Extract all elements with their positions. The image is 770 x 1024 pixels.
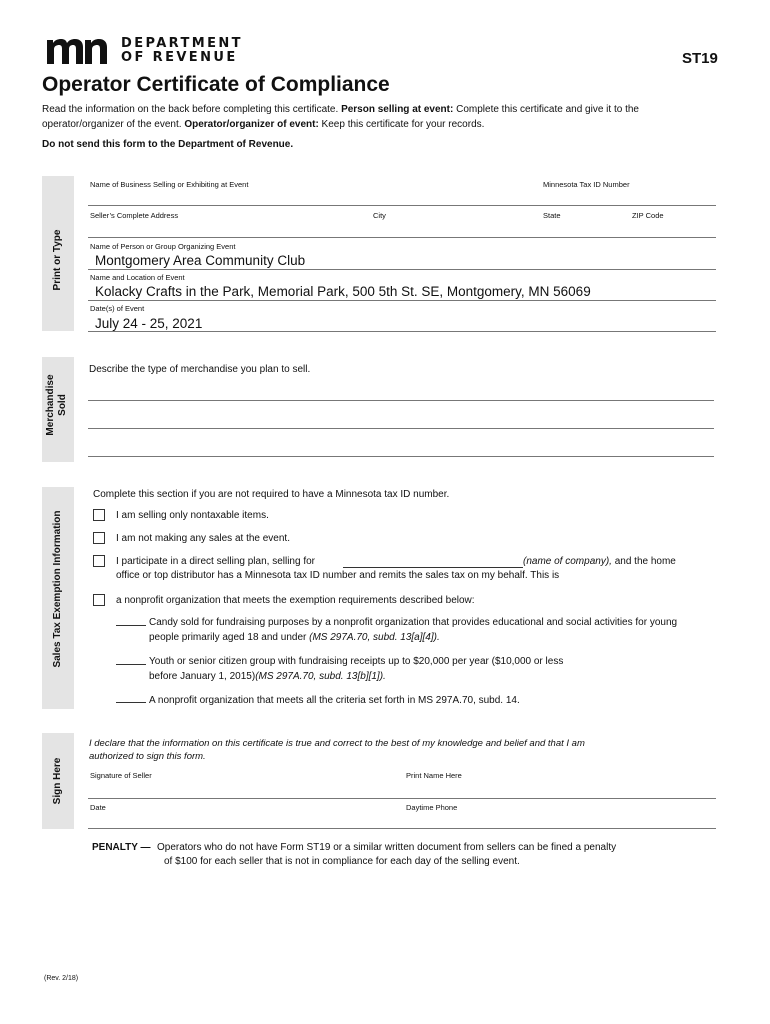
address-field[interactable] — [88, 237, 716, 238]
form-id: ST19 — [682, 50, 718, 67]
business-name-label: Name of Business Selling or Exhibiting at Event — [90, 180, 249, 189]
merchandise-prompt: Describe the type of merchandise you plan to sell. — [89, 364, 311, 375]
date-label: Date — [90, 803, 106, 812]
intro-text: Read the information on the back before completing this certificate. Person selling at event: Complete this certificate and give it to the operator/organizer of the event. Operator/organizer of event: Keep this certificate for your records. — [42, 104, 639, 130]
organizer-value: Montgomery Area Community Club — [95, 253, 306, 268]
exemption-side-label: Sales Tax Exemption Information — [52, 510, 63, 668]
company-name-field[interactable] — [343, 558, 523, 568]
merchandise-line-1[interactable] — [88, 400, 714, 401]
signature-field[interactable] — [88, 798, 716, 799]
sub-youth-a: Youth or senior citizen group with fundraising receipts up to $20,000 per year ($10,000 or less — [149, 656, 564, 667]
business-name-field[interactable] — [88, 205, 716, 206]
checkbox-nonprofit[interactable] — [93, 594, 105, 606]
sub-candy-a: Candy sold for fundraising purposes by a nonprofit organization that provides educational and social activities for young — [149, 617, 678, 628]
declaration: I declare that the information on this certificate is true and correct to the best of my knowledge and belief and that I am authorized to sign this form. — [89, 738, 585, 762]
checkbox-direct-selling[interactable] — [93, 555, 105, 567]
phone-label: Daytime Phone — [406, 803, 458, 812]
sub-youth-b: before January 1, 2015)(MS 297A.70, subd. 13[b][1]). — [149, 671, 386, 682]
print-name-label: Print Name Here — [406, 771, 462, 780]
revision-note: (Rev. 2/18) — [44, 975, 79, 982]
penalty-text-2: of $100 for each seller that is not in compliance for each day of the selling event. — [164, 856, 520, 867]
merchandise-line-3[interactable] — [88, 456, 714, 457]
agency-line-1: DEPARTMENT — [121, 36, 243, 51]
no-send-notice: Do not send this form to the Department of Revenue. — [42, 139, 294, 150]
sub-youth-blank[interactable] — [116, 655, 146, 665]
checkbox-no-sales[interactable] — [93, 532, 105, 544]
merchandise-line-2[interactable] — [88, 428, 714, 429]
option-direct-selling-c: office or top distributor has a Minnesota tax ID number and remits the sales tax on my behalf. This is — [116, 570, 560, 581]
option-no-sales: I am not making any sales at the event. — [116, 533, 290, 544]
address-label: Seller’s Complete Address — [90, 211, 179, 220]
sign-side-label: Sign Here — [52, 757, 63, 805]
signature-label: Signature of Seller — [90, 771, 152, 780]
dates-value: July 24 - 25, 2021 — [95, 316, 203, 331]
dates-field[interactable] — [88, 331, 716, 332]
organizer-label: Name of Person or Group Organizing Event — [90, 242, 236, 251]
option-nontaxable: I am selling only nontaxable items. — [116, 510, 269, 521]
state-label: State — [543, 211, 561, 220]
option-direct-selling-b: (name of company), and the home — [523, 556, 676, 567]
date-phone-field[interactable] — [88, 828, 716, 829]
penalty-text-1: Operators who do not have Form ST19 or a similar written document from sellers can be fined a penalty — [157, 842, 617, 853]
checkbox-nontaxable[interactable] — [93, 509, 105, 521]
mn-logo-icon — [47, 38, 113, 64]
exemption-intro: Complete this section if you are not required to have a Minnesota tax ID number. — [93, 489, 450, 500]
event-value: Kolacky Crafts in the Park, Memorial Park, 500 5th St. SE, Montgomery, MN 56069 — [95, 284, 591, 299]
agency-line-2: OF REVENUE — [121, 50, 238, 65]
dates-label: Date(s) of Event — [90, 304, 145, 313]
option-direct-selling-a: I participate in a direct selling plan, selling for — [116, 556, 315, 567]
sub-candy-blank[interactable] — [116, 616, 146, 626]
event-label: Name and Location of Event — [90, 273, 185, 282]
sub-criteria-blank[interactable] — [116, 693, 146, 703]
city-label: City — [373, 211, 386, 220]
option-nonprofit: a nonprofit organization that meets the exemption requirements described below: — [116, 595, 475, 606]
sub-criteria: A nonprofit organization that meets all the criteria set forth in MS 297A.70, subd. 14. — [149, 695, 520, 706]
merchandise-side-label: Merchandise Sold — [45, 374, 68, 436]
organizer-field[interactable] — [88, 269, 716, 270]
penalty-label: PENALTY — — [92, 842, 151, 853]
event-field[interactable] — [88, 300, 716, 301]
sub-candy-b: people primarily aged 18 and under (MS 297A.70, subd. 13[a][4]). — [149, 632, 440, 643]
agency-name — [121, 37, 243, 65]
page-title: Operator Certificate of Compliance — [42, 73, 390, 96]
tax-id-label: Minnesota Tax ID Number — [543, 180, 630, 189]
print-type-label: Print or Type — [52, 229, 63, 291]
zip-label: ZIP Code — [632, 211, 664, 220]
